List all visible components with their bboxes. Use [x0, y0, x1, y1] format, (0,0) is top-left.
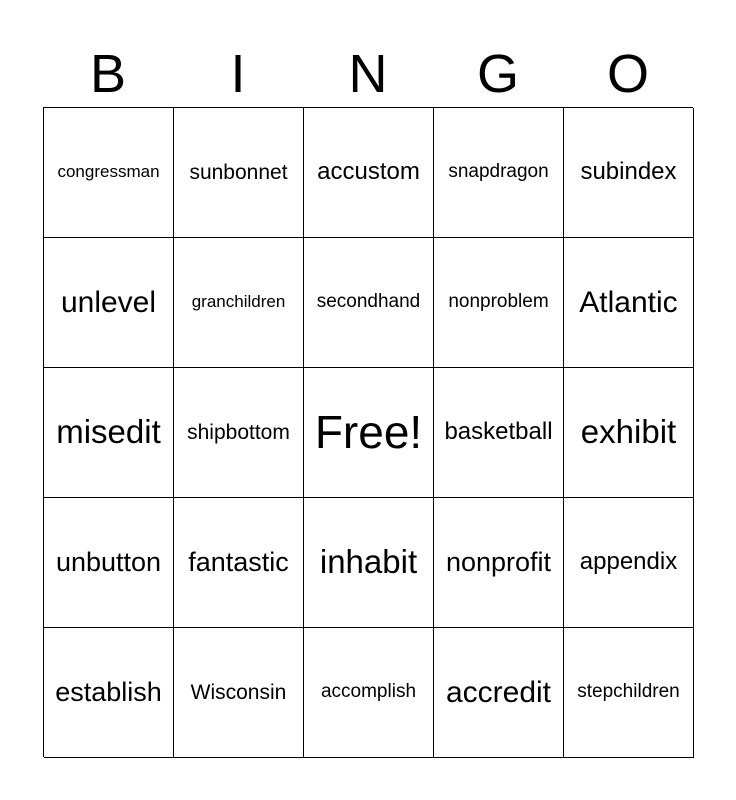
bingo-cell-r2-c4[interactable]: nonproblem	[434, 238, 564, 368]
bingo-cell-r3-c1[interactable]: misedit	[44, 368, 174, 498]
bingo-cell-r1-c1[interactable]: congressman	[44, 108, 174, 238]
bingo-header	[43, 42, 693, 106]
bingo-cell-r2-c3[interactable]: secondhand	[304, 238, 434, 368]
header-letter-g: G	[476, 44, 519, 104]
bingo-board	[43, 107, 693, 757]
bingo-cell-r3-c5[interactable]: exhibit	[564, 368, 694, 498]
bingo-cell-r1-c5[interactable]: subindex	[564, 108, 694, 238]
bingo-cell-r4-c3[interactable]: inhabit	[304, 498, 434, 628]
bingo-cell-r1-c4[interactable]: snapdragon	[434, 108, 564, 238]
header-letter-i: I	[230, 44, 246, 104]
header-letter-n: N	[348, 44, 388, 104]
bingo-cell-r3-c2[interactable]: shipbottom	[174, 368, 304, 498]
bingo-cell-r1-c3[interactable]: accustom	[304, 108, 434, 238]
bingo-cell-r5-c5[interactable]: stepchildren	[564, 628, 694, 758]
bingo-cell-free-space[interactable]: Free!	[304, 368, 434, 498]
header-letter-b: B	[89, 44, 127, 104]
bingo-cell-r5-c1[interactable]: establish	[44, 628, 174, 758]
bingo-cell-r4-c2[interactable]: fantastic	[174, 498, 304, 628]
bingo-cell-r2-c2[interactable]: granchildren	[174, 238, 304, 368]
header-letter-o: O	[606, 44, 649, 104]
bingo-cell-r4-c4[interactable]: nonprofit	[434, 498, 564, 628]
bingo-cell-r4-c5[interactable]: appendix	[564, 498, 694, 628]
bingo-cell-r2-c1[interactable]: unlevel	[44, 238, 174, 368]
bingo-cell-r5-c3[interactable]: accomplish	[304, 628, 434, 758]
bingo-cell-r4-c1[interactable]: unbutton	[44, 498, 174, 628]
bingo-cell-r5-c2[interactable]: Wisconsin	[174, 628, 304, 758]
bingo-cell-r1-c2[interactable]: sunbonnet	[174, 108, 304, 238]
bingo-cell-r5-c4[interactable]: accredit	[434, 628, 564, 758]
bingo-cell-r3-c4[interactable]: basketball	[434, 368, 564, 498]
bingo-cell-r2-c5[interactable]: Atlantic	[564, 238, 694, 368]
